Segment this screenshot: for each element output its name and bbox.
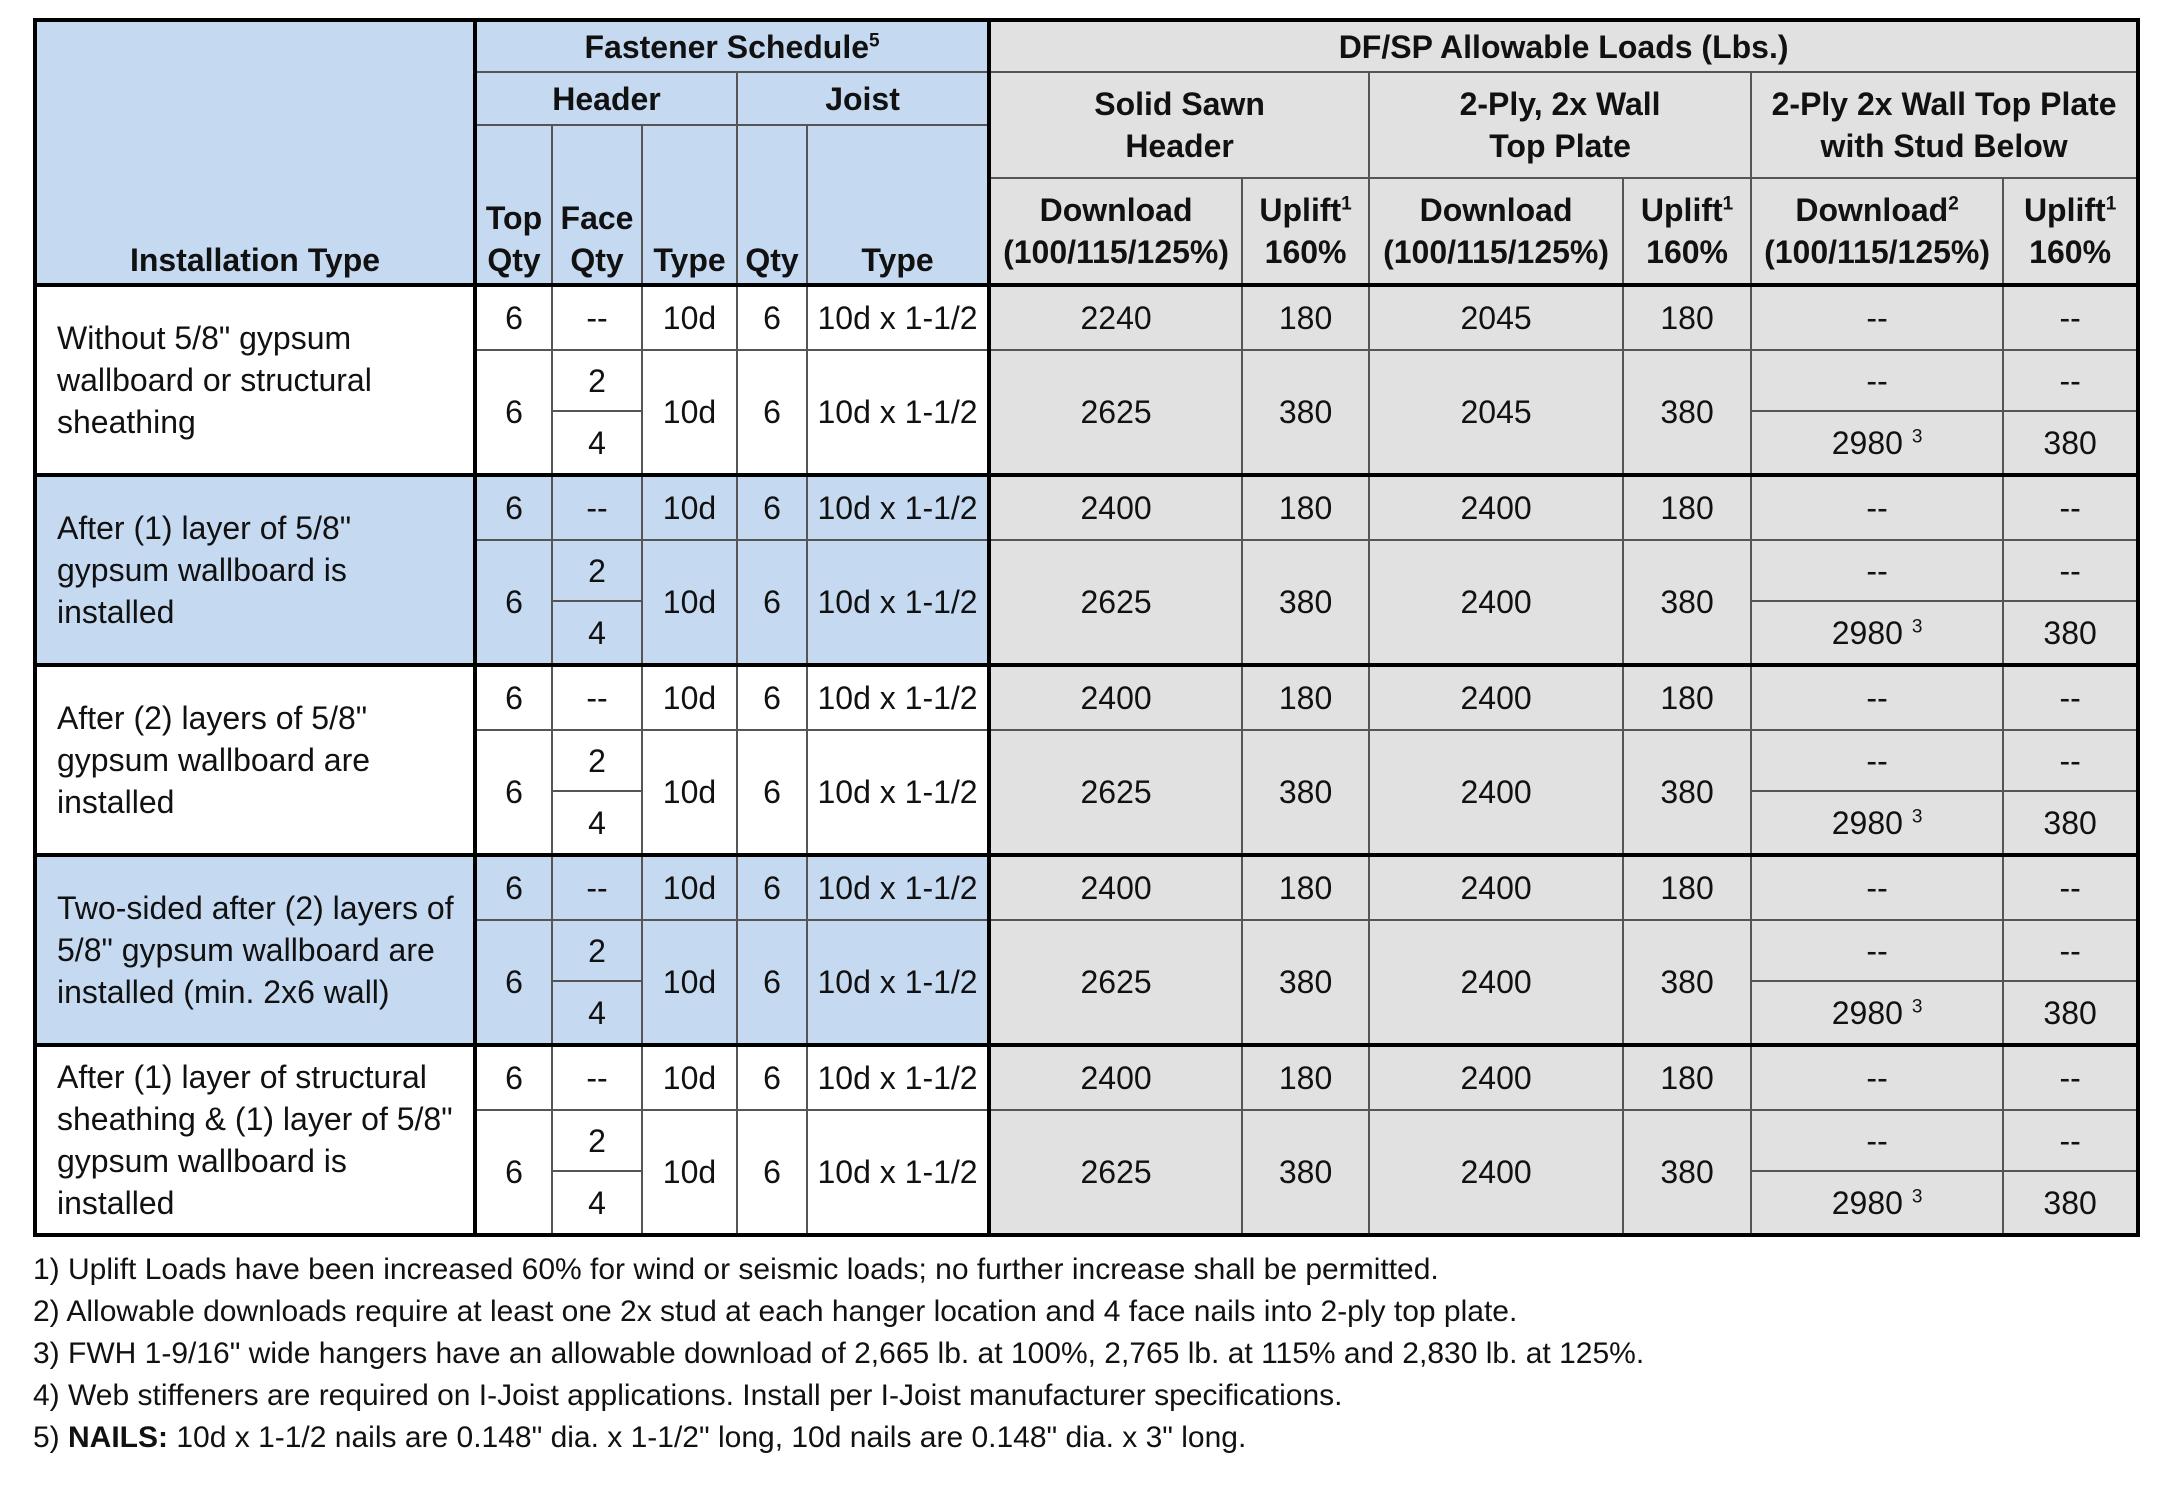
joist-qty-cell: 6 [737, 920, 807, 1045]
solid-sawn-uplift-cell: 180 [1242, 665, 1369, 730]
face-qty-cell: 2 [552, 730, 642, 791]
stud-below-uplift-cell: -- [2003, 665, 2138, 730]
header-type-cell: 10d [642, 1045, 737, 1110]
joist-type-cell: 10d x 1-1/2 [807, 920, 989, 1045]
solid-sawn-uplift-header: Uplift$^1$ 160% [1242, 178, 1369, 285]
joist-qty-cell: 6 [737, 665, 807, 730]
face-qty-cell: -- [552, 285, 642, 350]
solid-sawn-download-cell: 2625 [989, 730, 1242, 855]
stud-below-download-cell: -- [1751, 350, 2003, 411]
joist-qty-cell: 6 [737, 350, 807, 475]
solid-sawn-uplift-cell: 380 [1242, 920, 1369, 1045]
solid-sawn-download-cell: 2625 [989, 350, 1242, 475]
top-plate-download-cell: 2400 [1369, 1110, 1623, 1235]
joist-type-cell: 10d x 1-1/2 [807, 350, 989, 475]
top-plate-uplift-cell: 380 [1623, 730, 1751, 855]
download-value: 2980 [1831, 1184, 1903, 1221]
installation-type-cell: Two-sided after (2) layers of 5/8" gypsum wallboard are installed (min. 2x6 wall) [35, 855, 475, 1045]
footnote-4: 4) Web stiffeners are required on I-Joist applications. Install per I-Joist manufacturer specifications. [33, 1379, 1343, 1412]
face-qty-cell: 2 [552, 350, 642, 411]
download-value: 2980 [1831, 614, 1903, 651]
joist-type-cell: 10d x 1-1/2 [807, 855, 989, 920]
top-plate-download-cell: 2045 [1369, 285, 1623, 350]
table-row [35, 1045, 2138, 1110]
table-row [35, 665, 2138, 730]
top-plate-download-cell: 2400 [1369, 1045, 1623, 1110]
table-row [35, 475, 2138, 540]
top-qty-header: Top Qty [475, 125, 552, 285]
installation-type-cell: After (1) layer of structural sheathing & (1) layer of 5/8" gypsum wallboard is installed [35, 1045, 475, 1235]
solid-sawn-uplift-cell: 180 [1242, 1045, 1369, 1110]
joist-group-header: Joist [737, 72, 989, 125]
header-type-cell: 10d [642, 285, 737, 350]
joist-qty-cell: 6 [737, 855, 807, 920]
solid-sawn-download-cell: 2625 [989, 540, 1242, 665]
top-plate-download-cell: 2400 [1369, 475, 1623, 540]
installation-type-cell: Without 5/8" gypsum wallboard or structural sheathing [35, 285, 475, 475]
footnote-3: 3) FWH 1-9/16" wide hangers have an allowable download of 2,665 lb. at 100%, 2,765 lb. at 115% and 2,830 lb. at 125%. [33, 1337, 1645, 1370]
joist-type-cell: 10d x 1-1/2 [807, 1110, 989, 1235]
download-value: 2980 [1831, 804, 1903, 841]
solid-sawn-download-cell: 2400 [989, 1045, 1242, 1110]
allowable-loads-header: DF/SP Allowable Loads (Lbs.) [989, 20, 2138, 72]
face-qty-cell: 4 [552, 981, 642, 1045]
joist-qty-cell: 6 [737, 730, 807, 855]
solid-sawn-download-cell: 2625 [989, 920, 1242, 1045]
solid-sawn-header: Solid Sawn Header [989, 72, 1369, 178]
face-qty-cell: -- [552, 1045, 642, 1110]
top-qty-cell: 6 [475, 350, 552, 475]
joist-type-cell: 10d x 1-1/2 [807, 730, 989, 855]
stud-below-uplift-cell: -- [2003, 350, 2138, 411]
top-plate-uplift-cell: 380 [1623, 540, 1751, 665]
top-plate-uplift-cell: 380 [1623, 920, 1751, 1045]
stud-below-uplift-cell: -- [2003, 1110, 2138, 1171]
solid-sawn-uplift-cell: 180 [1242, 475, 1369, 540]
stud-below-uplift-cell: -- [2003, 920, 2138, 981]
header-group-header: Header [475, 72, 737, 125]
solid-sawn-uplift-cell: 380 [1242, 1110, 1369, 1235]
table-body [35, 285, 2138, 1235]
solid-sawn-uplift-cell: 180 [1242, 855, 1369, 920]
table-row [35, 855, 2138, 920]
solid-sawn-uplift-cell: 380 [1242, 730, 1369, 855]
stud-below-uplift-cell: -- [2003, 730, 2138, 791]
header-type-cell: 10d [642, 475, 737, 540]
joist-type-header: Type [807, 125, 989, 285]
top-qty-cell: 6 [475, 1045, 552, 1110]
stud-below-download-cell [1751, 601, 2003, 665]
top-qty-cell: 6 [475, 920, 552, 1045]
face-qty-header: Face Qty [552, 125, 642, 285]
table-header [35, 20, 2138, 285]
download-value: 2980 [1831, 424, 1903, 461]
header-type-cell: 10d [642, 540, 737, 665]
stud-below-uplift-cell: -- [2003, 475, 2138, 540]
download-value: 2980 [1831, 994, 1903, 1031]
joist-type-cell: 10d x 1-1/2 [807, 285, 989, 350]
header-type-header: Type [642, 125, 737, 285]
top-qty-cell: 6 [475, 730, 552, 855]
top-qty-cell: 6 [475, 475, 552, 540]
stud-below-download-cell: -- [1751, 665, 2003, 730]
footnote-ref: 3 [1911, 805, 1923, 827]
face-qty-cell: 4 [552, 791, 642, 855]
footnote-ref: 3 [1911, 1185, 1923, 1207]
top-plate-download-cell: 2400 [1369, 855, 1623, 920]
joist-qty-cell: 6 [737, 540, 807, 665]
stud-below-uplift-cell: -- [2003, 1045, 2138, 1110]
face-qty-cell: 4 [552, 411, 642, 475]
top-plate-download-cell: 2045 [1369, 350, 1623, 475]
header-type-cell: 10d [642, 855, 737, 920]
top-plate-uplift-cell: 180 [1623, 475, 1751, 540]
solid-sawn-uplift-cell: 380 [1242, 540, 1369, 665]
top-plate-uplift-header: Uplift$^1$ 160% [1623, 178, 1751, 285]
stud-below-uplift-cell: -- [2003, 285, 2138, 350]
stud-below-uplift-cell: -- [2003, 855, 2138, 920]
header-type-cell: 10d [642, 1110, 737, 1235]
joist-qty-cell: 6 [737, 285, 807, 350]
two-ply-stud-below-header: 2-Ply 2x Wall Top Plate with Stud Below [1751, 72, 2138, 178]
joist-type-cell: 10d x 1-1/2 [807, 475, 989, 540]
stud-below-download-cell [1751, 791, 2003, 855]
top-qty-cell: 6 [475, 855, 552, 920]
table-row [35, 285, 2138, 350]
joist-qty-cell: 6 [737, 1110, 807, 1235]
document [33, 18, 2140, 1459]
solid-sawn-download-cell: 2400 [989, 665, 1242, 730]
top-qty-cell: 6 [475, 540, 552, 665]
installation-type-cell: After (1) layer of 5/8" gypsum wallboard is installed [35, 475, 475, 665]
stud-below-uplift-cell: -- [2003, 540, 2138, 601]
stud-below-uplift-header: Uplift$^1$ 160% [2003, 178, 2138, 285]
top-plate-download-cell: 2400 [1369, 665, 1623, 730]
header-type-cell: 10d [642, 665, 737, 730]
footnotes [33, 1249, 2140, 1459]
face-qty-cell: -- [552, 855, 642, 920]
top-plate-download-header: Download (100/115/125%) [1369, 178, 1623, 285]
header-type-cell: 10d [642, 730, 737, 855]
joist-type-cell: 10d x 1-1/2 [807, 540, 989, 665]
top-plate-uplift-cell: 380 [1623, 1110, 1751, 1235]
stud-below-download-cell [1751, 981, 2003, 1045]
installation-type-cell: After (2) layers of 5/8" gypsum wallboard are installed [35, 665, 475, 855]
footnote-ref: 3 [1911, 615, 1923, 637]
face-qty-cell: 2 [552, 540, 642, 601]
joist-qty-cell: 6 [737, 1045, 807, 1110]
stud-below-uplift-cell: 380 [2003, 791, 2138, 855]
top-qty-cell: 6 [475, 285, 552, 350]
joist-type-cell: 10d x 1-1/2 [807, 1045, 989, 1110]
top-qty-cell: 6 [475, 665, 552, 730]
solid-sawn-download-cell: 2400 [989, 855, 1242, 920]
solid-sawn-download-cell: 2625 [989, 1110, 1242, 1235]
installation-type-header: Installation Type [35, 20, 475, 285]
face-qty-cell: 2 [552, 1110, 642, 1171]
stud-below-download-cell [1751, 411, 2003, 475]
stud-below-uplift-cell: 380 [2003, 1171, 2138, 1235]
solid-sawn-uplift-cell: 380 [1242, 350, 1369, 475]
allowable-loads-table [33, 18, 2140, 1237]
face-qty-cell: 4 [552, 601, 642, 665]
stud-below-download-cell: -- [1751, 540, 2003, 601]
stud-below-download-cell: -- [1751, 855, 2003, 920]
stud-below-download-cell: -- [1751, 920, 2003, 981]
face-qty-cell: -- [552, 475, 642, 540]
stud-below-download-cell: -- [1751, 475, 2003, 540]
top-plate-download-cell: 2400 [1369, 920, 1623, 1045]
stud-below-download-cell: -- [1751, 1045, 2003, 1110]
top-plate-uplift-cell: 380 [1623, 350, 1751, 475]
top-plate-uplift-cell: 180 [1623, 665, 1751, 730]
footnote-ref: 3 [1911, 995, 1923, 1017]
face-qty-cell: 2 [552, 920, 642, 981]
joist-qty-header: Qty [737, 125, 807, 285]
footnote-1: 1) Uplift Loads have been increased 60% for wind or seismic loads; no further increase shall be permitted. [33, 1253, 1439, 1286]
solid-sawn-uplift-cell: 180 [1242, 285, 1369, 350]
header-type-cell: 10d [642, 920, 737, 1045]
fastener-schedule-header: Fastener Schedule$^5$ [475, 20, 989, 72]
stud-below-uplift-cell: 380 [2003, 601, 2138, 665]
face-qty-cell: 4 [552, 1171, 642, 1235]
stud-below-download-header: Download$^2$ (100/115/125%) [1751, 178, 2003, 285]
header-type-cell: 10d [642, 350, 737, 475]
joist-qty-cell: 6 [737, 475, 807, 540]
solid-sawn-download-cell: 2240 [989, 285, 1242, 350]
stud-below-download-cell: -- [1751, 285, 2003, 350]
face-qty-cell: -- [552, 665, 642, 730]
footnote-ref: 3 [1911, 425, 1923, 447]
stud-below-uplift-cell: 380 [2003, 981, 2138, 1045]
top-plate-download-cell: 2400 [1369, 540, 1623, 665]
stud-below-download-cell [1751, 1171, 2003, 1235]
footnote-5: 5) NAILS: 10d x 1-1/2 nails are 0.148" dia. x 1-1/2" long, 10d nails are 0.148" dia. x 3" long. [33, 1421, 1247, 1454]
top-qty-cell: 6 [475, 1110, 552, 1235]
top-plate-uplift-cell: 180 [1623, 1045, 1751, 1110]
stud-below-download-cell: -- [1751, 1110, 2003, 1171]
solid-sawn-download-cell: 2400 [989, 475, 1242, 540]
top-plate-uplift-cell: 180 [1623, 855, 1751, 920]
solid-sawn-download-header: Download (100/115/125%) [989, 178, 1242, 285]
stud-below-uplift-cell: 380 [2003, 411, 2138, 475]
top-plate-download-cell: 2400 [1369, 730, 1623, 855]
joist-type-cell: 10d x 1-1/2 [807, 665, 989, 730]
two-ply-top-plate-header: 2-Ply, 2x Wall Top Plate [1369, 72, 1751, 178]
stud-below-download-cell: -- [1751, 730, 2003, 791]
top-plate-uplift-cell: 180 [1623, 285, 1751, 350]
footnote-2: 2) Allowable downloads require at least one 2x stud at each hanger location and 4 face nails into 2-ply top plate. [33, 1295, 1518, 1328]
